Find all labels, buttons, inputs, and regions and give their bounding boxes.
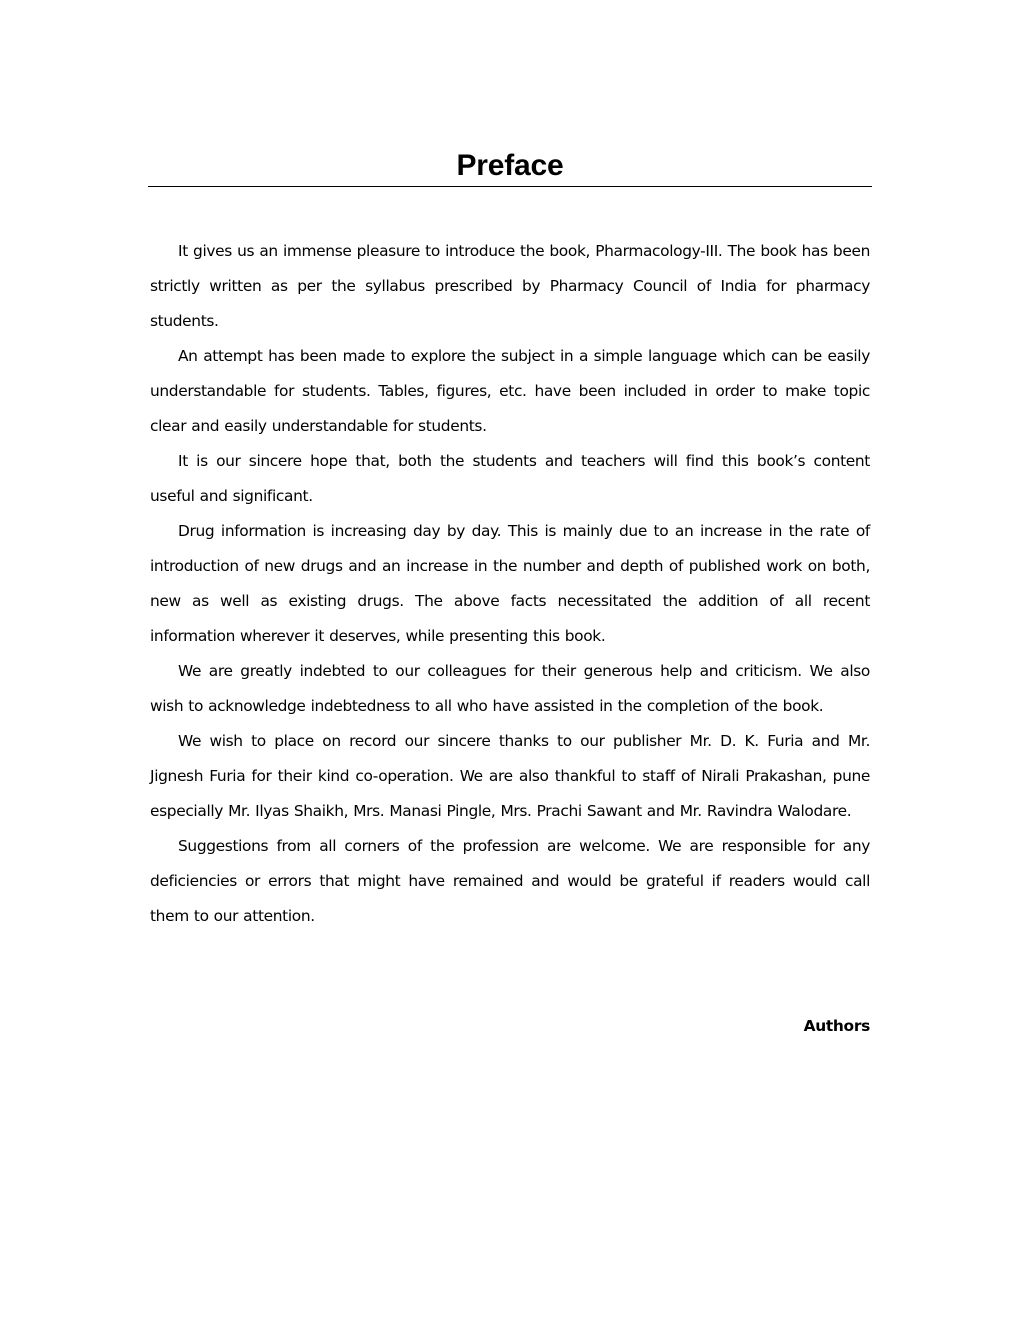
paragraph-4: Drug information is increasing day by day. This is mainly due to an increase in the rate of introduction of new drugs and an increase in the number and depth of published work on both, new as well as existing drugs. The above facts necessitated the addition of all recent information wherever it deserves, while presenting this book. — [150, 522, 870, 645]
paragraph-7: Suggestions from all corners of the profession are welcome. We are responsible for any deficiencies or errors that might have remained and would be grateful if readers would call them to our attention. — [150, 837, 870, 925]
authors-signature: Authors — [803, 1017, 870, 1035]
paragraph-2: An attempt has been made to explore the subject in a simple language which can be easily understandable for students. Tables, figures, etc. have been included in order to make topic clear and easily understandable for students. — [150, 347, 870, 435]
preface-body — [150, 234, 870, 934]
title-underline — [148, 148, 872, 187]
paragraph-5: We are greatly indebted to our colleagues for their generous help and criticism. We also wish to acknowledge indebtedness to all who have assisted in the completion of the book. — [150, 662, 870, 715]
page-title: Preface — [456, 149, 564, 182]
paragraph-1: It gives us an immense pleasure to introduce the book, Pharmacology-III. The book has been strictly written as per the syllabus prescribed by Pharmacy Council of India for pharmacy students. — [150, 242, 870, 330]
paragraph-6: We wish to place on record our sincere thanks to our publisher Mr. D. K. Furia and Mr. Jignesh Furia for their kind co-operation. We are also thankful to staff of Nirali Prakashan, pune especially Mr. Ilyas Shaikh, Mrs. Manasi Pingle, Mrs. Prachi Sawant and Mr. Ravindra Walodare. — [150, 732, 870, 820]
paragraph-3: It is our sincere hope that, both the students and teachers will find this book’s content useful and significant. — [150, 452, 870, 505]
